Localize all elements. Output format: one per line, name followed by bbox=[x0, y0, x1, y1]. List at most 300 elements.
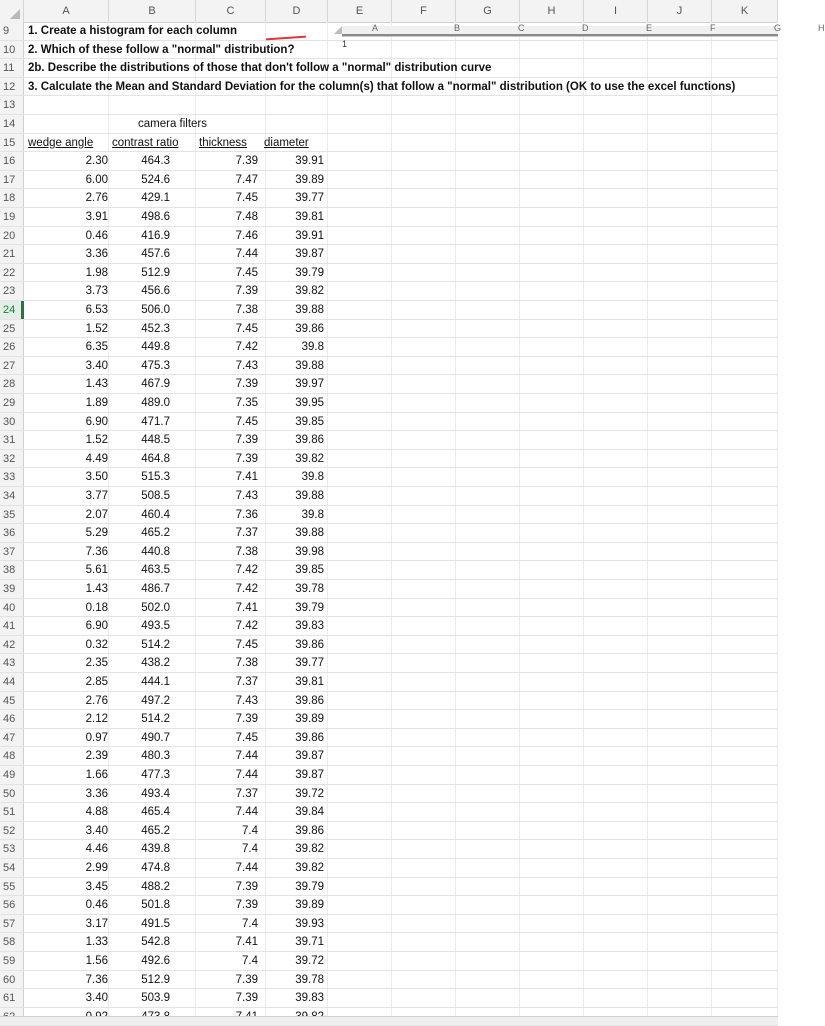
column-header-10[interactable]: J bbox=[648, 0, 712, 22]
data-cell[interactable]: 471.7 bbox=[141, 415, 170, 428]
row-number[interactable]: 56 bbox=[0, 896, 24, 914]
data-cell[interactable]: 493.5 bbox=[141, 620, 170, 633]
data-cell[interactable]: 7.35 bbox=[235, 397, 258, 409]
row-number[interactable]: 19 bbox=[0, 208, 24, 226]
data-cell[interactable]: 39.86 bbox=[295, 638, 324, 651]
column-header-3[interactable]: C bbox=[196, 0, 266, 22]
data-cell[interactable]: 7.42 bbox=[235, 620, 258, 633]
column-label-cell[interactable]: thickness bbox=[199, 136, 247, 149]
column-header-4[interactable]: D bbox=[266, 0, 328, 22]
row-number[interactable]: 37 bbox=[0, 543, 24, 561]
data-cell[interactable]: 542.8 bbox=[141, 936, 170, 949]
sheet-row[interactable] bbox=[0, 859, 778, 878]
data-cell[interactable]: 7.45 bbox=[235, 638, 258, 651]
data-cell[interactable]: 39.79 bbox=[295, 601, 324, 614]
sheet-row[interactable] bbox=[0, 450, 778, 469]
row-number[interactable]: 57 bbox=[0, 915, 24, 933]
sheet-row[interactable] bbox=[0, 729, 778, 748]
row-number[interactable]: 50 bbox=[0, 785, 24, 803]
data-cell[interactable]: 39.72 bbox=[295, 787, 324, 800]
data-cell[interactable]: 7.39 bbox=[235, 155, 258, 168]
data-cell[interactable]: 1.43 bbox=[85, 583, 108, 595]
row-number[interactable]: 55 bbox=[0, 878, 24, 896]
sheet-row[interactable] bbox=[0, 134, 778, 153]
column-label-cell[interactable]: contrast ratio bbox=[112, 136, 179, 149]
data-cell[interactable]: 2.99 bbox=[85, 862, 108, 874]
data-cell[interactable]: 39.86 bbox=[295, 694, 324, 707]
data-cell[interactable]: 1.52 bbox=[85, 322, 108, 335]
data-cell[interactable]: 39.79 bbox=[295, 880, 324, 893]
data-cell[interactable]: 39.83 bbox=[295, 620, 324, 633]
data-cell[interactable]: 39.81 bbox=[295, 676, 324, 688]
sheet-row[interactable] bbox=[0, 413, 778, 432]
row-number[interactable]: 61 bbox=[0, 989, 24, 1007]
data-cell[interactable]: 39.86 bbox=[295, 434, 324, 447]
data-cell[interactable]: 3.17 bbox=[85, 917, 108, 930]
row-number[interactable]: 10 bbox=[0, 41, 24, 59]
data-cell[interactable]: 493.4 bbox=[141, 787, 170, 800]
data-cell[interactable]: 4.49 bbox=[85, 452, 108, 465]
column-header-1[interactable]: A bbox=[24, 0, 109, 22]
data-cell[interactable]: 39.89 bbox=[295, 173, 324, 186]
data-cell[interactable]: 5.61 bbox=[85, 564, 108, 577]
row-number[interactable]: 38 bbox=[0, 561, 24, 579]
data-cell[interactable]: 7.46 bbox=[235, 229, 258, 242]
data-cell[interactable]: 1.89 bbox=[85, 397, 108, 409]
row-number[interactable]: 12 bbox=[0, 78, 24, 96]
row-number[interactable]: 47 bbox=[0, 729, 24, 747]
data-cell[interactable]: 7.44 bbox=[235, 806, 258, 819]
row-number[interactable]: 16 bbox=[0, 152, 24, 170]
sheet-row[interactable] bbox=[0, 692, 778, 711]
data-cell[interactable]: 2.39 bbox=[85, 750, 108, 763]
sheet-row[interactable] bbox=[0, 915, 778, 934]
column-header-8[interactable]: H bbox=[520, 0, 584, 22]
data-cell[interactable]: 1.56 bbox=[85, 955, 108, 967]
data-cell[interactable]: 497.2 bbox=[141, 694, 170, 707]
data-cell[interactable]: 515.3 bbox=[141, 471, 170, 484]
data-cell[interactable]: 39.86 bbox=[295, 731, 324, 744]
data-cell[interactable]: 0.46 bbox=[85, 899, 108, 912]
data-cell[interactable]: 4.46 bbox=[85, 843, 108, 856]
data-cell[interactable]: 474.8 bbox=[141, 862, 170, 874]
row-number[interactable]: 30 bbox=[0, 413, 24, 431]
data-cell[interactable]: 7.4 bbox=[242, 843, 258, 856]
data-cell[interactable]: 3.77 bbox=[85, 490, 108, 502]
data-cell[interactable]: 524.6 bbox=[141, 173, 170, 186]
data-cell[interactable]: 7.47 bbox=[235, 173, 258, 186]
instruction-cell[interactable]: 2. Which of these follow a "normal" distribution? bbox=[28, 43, 295, 56]
row-number[interactable]: 28 bbox=[0, 375, 24, 393]
row-number[interactable]: 45 bbox=[0, 692, 24, 710]
row-number[interactable]: 53 bbox=[0, 840, 24, 858]
data-cell[interactable]: 39.91 bbox=[295, 229, 324, 242]
data-cell[interactable]: 39.83 bbox=[295, 992, 324, 1005]
data-cell[interactable]: 39.98 bbox=[295, 545, 324, 558]
data-cell[interactable]: 3.36 bbox=[85, 787, 108, 800]
row-number[interactable]: 27 bbox=[0, 357, 24, 375]
data-cell[interactable]: 465.4 bbox=[141, 806, 170, 819]
sheet-row[interactable] bbox=[0, 189, 778, 208]
row-number[interactable]: 42 bbox=[0, 636, 24, 654]
sheet-row[interactable] bbox=[0, 543, 778, 562]
row-number[interactable]: 24 bbox=[0, 301, 24, 319]
column-label-cell[interactable]: diameter bbox=[264, 136, 309, 149]
data-cell[interactable]: 2.76 bbox=[85, 192, 108, 205]
data-cell[interactable]: 1.98 bbox=[85, 266, 108, 279]
data-cell[interactable]: 7.45 bbox=[235, 266, 258, 279]
column-label-cell[interactable]: wedge angle bbox=[28, 136, 94, 149]
data-cell[interactable]: 39.84 bbox=[295, 806, 324, 819]
data-cell[interactable]: 7.39 bbox=[235, 378, 258, 391]
data-cell[interactable]: 465.2 bbox=[141, 527, 170, 540]
data-cell[interactable]: 502.0 bbox=[141, 601, 170, 614]
sheet-row[interactable] bbox=[0, 301, 778, 320]
data-cell[interactable]: 7.43 bbox=[235, 359, 258, 372]
data-cell[interactable]: 7.41 bbox=[235, 471, 258, 484]
sheet-row[interactable] bbox=[0, 785, 778, 804]
data-cell[interactable]: 477.3 bbox=[141, 769, 170, 781]
row-number[interactable]: 18 bbox=[0, 189, 24, 207]
row-number[interactable]: 20 bbox=[0, 227, 24, 245]
instruction-cell[interactable]: 3. Calculate the Mean and Standard Deviation for the column(s) that follow a "normal" distribution (OK to use the excel functions) bbox=[28, 80, 736, 93]
sheet-row[interactable] bbox=[0, 208, 778, 227]
data-cell[interactable]: 3.45 bbox=[85, 880, 108, 893]
data-cell[interactable]: 7.39 bbox=[235, 899, 258, 912]
data-cell[interactable]: 463.5 bbox=[141, 564, 170, 577]
sheet-row[interactable] bbox=[0, 487, 778, 506]
data-cell[interactable]: 7.4 bbox=[242, 824, 258, 837]
sheet-row[interactable] bbox=[0, 673, 778, 692]
data-cell[interactable]: 3.40 bbox=[85, 992, 108, 1005]
sheet-row[interactable] bbox=[0, 394, 778, 413]
column-header-7[interactable]: G bbox=[456, 0, 520, 22]
group-label-cell[interactable]: camera filters bbox=[138, 118, 208, 130]
data-cell[interactable]: 7.44 bbox=[235, 248, 258, 261]
data-cell[interactable]: 39.82 bbox=[295, 843, 324, 856]
sheet-row[interactable] bbox=[0, 617, 778, 636]
row-number[interactable]: 58 bbox=[0, 933, 24, 951]
row-number[interactable]: 54 bbox=[0, 859, 24, 877]
sheet-row[interactable] bbox=[0, 506, 778, 525]
data-cell[interactable]: 39.72 bbox=[295, 955, 324, 967]
data-cell[interactable]: 480.3 bbox=[141, 750, 170, 763]
data-cell[interactable]: 7.45 bbox=[235, 415, 258, 428]
data-cell[interactable]: 2.12 bbox=[85, 713, 108, 726]
data-cell[interactable]: 3.50 bbox=[85, 471, 108, 484]
row-number[interactable]: 60 bbox=[0, 971, 24, 989]
data-cell[interactable]: 7.36 bbox=[85, 973, 108, 986]
data-cell[interactable]: 501.8 bbox=[141, 899, 170, 912]
data-cell[interactable]: 2.35 bbox=[85, 657, 108, 670]
row-number[interactable]: 51 bbox=[0, 803, 24, 821]
data-cell[interactable]: 39.8 bbox=[301, 471, 324, 484]
data-cell[interactable]: 7.39 bbox=[235, 285, 258, 298]
data-cell[interactable]: 7.41 bbox=[235, 936, 258, 949]
data-cell[interactable]: 2.85 bbox=[85, 676, 108, 688]
column-header-6[interactable]: F bbox=[392, 0, 456, 22]
sheet-row[interactable] bbox=[0, 375, 778, 394]
row-number[interactable]: 46 bbox=[0, 710, 24, 728]
data-cell[interactable]: 2.07 bbox=[85, 508, 108, 521]
sheet-row[interactable] bbox=[0, 710, 778, 729]
data-cell[interactable]: 7.41 bbox=[235, 601, 258, 614]
data-cell[interactable]: 460.4 bbox=[141, 508, 170, 521]
sheet-row[interactable] bbox=[0, 599, 778, 618]
sheet-row[interactable] bbox=[0, 989, 778, 1008]
sheet-row[interactable] bbox=[0, 357, 778, 376]
row-number[interactable]: 43 bbox=[0, 654, 24, 672]
row-number[interactable]: 25 bbox=[0, 320, 24, 338]
data-cell[interactable]: 6.00 bbox=[85, 173, 108, 186]
data-cell[interactable]: 488.2 bbox=[141, 880, 170, 893]
data-cell[interactable]: 7.36 bbox=[85, 545, 108, 558]
sheet-row[interactable] bbox=[0, 338, 778, 357]
horizontal-scrollbar[interactable] bbox=[0, 1016, 778, 1025]
data-cell[interactable]: 3.91 bbox=[85, 211, 108, 223]
sheet-row[interactable] bbox=[0, 78, 778, 97]
data-cell[interactable]: 39.82 bbox=[295, 285, 324, 298]
data-cell[interactable]: 39.87 bbox=[295, 769, 324, 781]
data-cell[interactable]: 7.36 bbox=[235, 508, 258, 521]
data-cell[interactable]: 7.42 bbox=[235, 583, 258, 595]
data-cell[interactable]: 416.9 bbox=[141, 229, 170, 242]
sheet-row[interactable] bbox=[0, 636, 778, 655]
data-cell[interactable]: 6.90 bbox=[85, 620, 108, 633]
data-cell[interactable]: 7.37 bbox=[235, 787, 258, 800]
column-header-9[interactable]: I bbox=[584, 0, 648, 22]
sheet-row[interactable] bbox=[0, 245, 778, 264]
row-number[interactable]: 17 bbox=[0, 171, 24, 189]
data-cell[interactable]: 7.38 bbox=[235, 657, 258, 670]
data-cell[interactable]: 39.88 bbox=[295, 527, 324, 540]
data-cell[interactable]: 465.2 bbox=[141, 824, 170, 837]
data-cell[interactable]: 39.93 bbox=[295, 917, 324, 930]
data-cell[interactable]: 7.39 bbox=[235, 992, 258, 1005]
data-cell[interactable]: 7.39 bbox=[235, 880, 258, 893]
data-cell[interactable]: 508.5 bbox=[141, 490, 170, 502]
row-number[interactable]: 49 bbox=[0, 766, 24, 784]
row-number[interactable]: 34 bbox=[0, 487, 24, 505]
data-cell[interactable]: 514.2 bbox=[141, 713, 170, 726]
sheet-row[interactable] bbox=[0, 431, 778, 450]
row-number[interactable]: 13 bbox=[0, 96, 24, 114]
row-number[interactable]: 44 bbox=[0, 673, 24, 691]
data-cell[interactable]: 3.40 bbox=[85, 824, 108, 837]
column-header-5[interactable]: E bbox=[328, 0, 392, 22]
data-cell[interactable]: 7.42 bbox=[235, 341, 258, 354]
data-cell[interactable]: 439.8 bbox=[141, 843, 170, 856]
row-number[interactable]: 59 bbox=[0, 952, 24, 970]
row-number[interactable]: 35 bbox=[0, 506, 24, 524]
data-cell[interactable]: 506.0 bbox=[141, 304, 170, 316]
data-cell[interactable]: 429.1 bbox=[141, 192, 170, 205]
data-cell[interactable]: 7.45 bbox=[235, 731, 258, 744]
data-cell[interactable]: 1.33 bbox=[85, 936, 108, 949]
sheet-row[interactable] bbox=[0, 227, 778, 246]
data-cell[interactable]: 4.88 bbox=[85, 806, 108, 819]
data-cell[interactable]: 491.5 bbox=[141, 917, 170, 930]
data-cell[interactable]: 39.88 bbox=[295, 359, 324, 372]
sheet-row[interactable] bbox=[0, 115, 778, 134]
row-number[interactable]: 15 bbox=[0, 134, 24, 152]
data-cell[interactable]: 456.6 bbox=[141, 285, 170, 298]
data-cell[interactable]: 7.44 bbox=[235, 750, 258, 763]
data-cell[interactable]: 7.4 bbox=[242, 917, 258, 930]
row-number[interactable]: 9 bbox=[0, 22, 24, 40]
column-header-11[interactable]: K bbox=[712, 0, 778, 22]
instruction-cell[interactable]: 2b. Describe the distributions of those that don't follow a "normal" distribution curve bbox=[28, 62, 492, 75]
data-cell[interactable]: 39.79 bbox=[295, 266, 324, 279]
data-cell[interactable]: 39.8 bbox=[301, 508, 324, 521]
data-cell[interactable]: 39.87 bbox=[295, 248, 324, 261]
data-cell[interactable]: 7.43 bbox=[235, 694, 258, 707]
data-cell[interactable]: 39.89 bbox=[295, 713, 324, 726]
row-number[interactable]: 32 bbox=[0, 450, 24, 468]
data-cell[interactable]: 7.42 bbox=[235, 564, 258, 577]
column-header-2[interactable]: B bbox=[109, 0, 196, 22]
data-cell[interactable]: 39.81 bbox=[295, 211, 324, 223]
data-cell[interactable]: 39.97 bbox=[295, 378, 324, 391]
sheet-row[interactable] bbox=[0, 822, 778, 841]
data-cell[interactable]: 39.87 bbox=[295, 750, 324, 763]
data-cell[interactable]: 39.82 bbox=[295, 452, 324, 465]
row-number[interactable]: 14 bbox=[0, 115, 24, 133]
data-cell[interactable]: 449.8 bbox=[141, 341, 170, 354]
data-cell[interactable]: 7.44 bbox=[235, 769, 258, 781]
row-number[interactable]: 39 bbox=[0, 580, 24, 598]
row-number[interactable]: 52 bbox=[0, 822, 24, 840]
data-cell[interactable]: 1.66 bbox=[85, 769, 108, 781]
data-cell[interactable]: 486.7 bbox=[141, 583, 170, 595]
sheet-row[interactable] bbox=[0, 152, 778, 171]
data-cell[interactable]: 7.45 bbox=[235, 192, 258, 205]
data-cell[interactable]: 39.86 bbox=[295, 322, 324, 335]
data-cell[interactable]: 39.85 bbox=[295, 564, 324, 577]
data-cell[interactable]: 6.90 bbox=[85, 415, 108, 428]
data-cell[interactable]: 39.71 bbox=[295, 936, 324, 949]
sheet-row[interactable] bbox=[0, 264, 778, 283]
data-cell[interactable]: 490.7 bbox=[141, 731, 170, 744]
row-number[interactable]: 40 bbox=[0, 599, 24, 617]
data-cell[interactable]: 39.89 bbox=[295, 899, 324, 912]
row-number[interactable]: 23 bbox=[0, 282, 24, 300]
row-number[interactable]: 22 bbox=[0, 264, 24, 282]
sheet-row[interactable] bbox=[0, 896, 778, 915]
data-cell[interactable]: 7.37 bbox=[235, 676, 258, 688]
row-number[interactable]: 36 bbox=[0, 524, 24, 542]
data-cell[interactable]: 514.2 bbox=[141, 638, 170, 651]
data-cell[interactable]: 1.43 bbox=[85, 378, 108, 391]
data-cell[interactable]: 444.1 bbox=[141, 676, 170, 688]
data-cell[interactable]: 448.5 bbox=[141, 434, 170, 447]
data-cell[interactable]: 0.46 bbox=[85, 229, 108, 242]
data-cell[interactable]: 467.9 bbox=[141, 378, 170, 391]
sheet-row[interactable] bbox=[0, 952, 778, 971]
data-cell[interactable]: 475.3 bbox=[141, 359, 170, 372]
instruction-cell[interactable]: 1. Create a histogram for each column bbox=[28, 25, 237, 37]
row-number[interactable]: 29 bbox=[0, 394, 24, 412]
data-cell[interactable]: 3.36 bbox=[85, 248, 108, 261]
sheet-row[interactable] bbox=[0, 561, 778, 580]
sheet-row[interactable] bbox=[0, 580, 778, 599]
sheet-row[interactable] bbox=[0, 971, 778, 990]
data-cell[interactable]: 512.9 bbox=[141, 973, 170, 986]
data-cell[interactable]: 7.48 bbox=[235, 211, 258, 223]
data-cell[interactable]: 7.37 bbox=[235, 527, 258, 540]
data-cell[interactable]: 39.86 bbox=[295, 824, 324, 837]
data-cell[interactable]: 512.9 bbox=[141, 266, 170, 279]
data-cell[interactable]: 2.30 bbox=[85, 155, 108, 168]
data-cell[interactable]: 7.39 bbox=[235, 452, 258, 465]
data-cell[interactable]: 0.32 bbox=[85, 638, 108, 651]
sheet-row[interactable] bbox=[0, 171, 778, 190]
data-cell[interactable]: 39.88 bbox=[295, 490, 324, 502]
data-cell[interactable]: 3.40 bbox=[85, 359, 108, 372]
data-cell[interactable]: 503.9 bbox=[141, 992, 170, 1005]
data-cell[interactable]: 7.39 bbox=[235, 713, 258, 726]
sheet-row[interactable] bbox=[0, 803, 778, 822]
data-cell[interactable]: 2.76 bbox=[85, 694, 108, 707]
data-cell[interactable]: 7.43 bbox=[235, 490, 258, 502]
data-cell[interactable]: 440.8 bbox=[141, 545, 170, 558]
data-cell[interactable]: 438.2 bbox=[141, 657, 170, 670]
sheet-row[interactable] bbox=[0, 282, 778, 301]
sheet-row[interactable] bbox=[0, 468, 778, 487]
data-cell[interactable]: 7.39 bbox=[235, 434, 258, 447]
data-cell[interactable]: 39.95 bbox=[295, 397, 324, 409]
data-cell[interactable]: 39.77 bbox=[295, 657, 324, 670]
row-number[interactable]: 48 bbox=[0, 747, 24, 765]
data-cell[interactable]: 39.88 bbox=[295, 304, 324, 316]
data-cell[interactable]: 457.6 bbox=[141, 248, 170, 261]
row-number[interactable]: 26 bbox=[0, 338, 24, 356]
data-cell[interactable]: 7.4 bbox=[242, 955, 258, 967]
sheet-row[interactable] bbox=[0, 59, 778, 78]
data-cell[interactable]: 39.85 bbox=[295, 415, 324, 428]
data-cell[interactable]: 6.35 bbox=[85, 341, 108, 354]
data-cell[interactable]: 7.38 bbox=[235, 545, 258, 558]
sheet-row[interactable] bbox=[0, 96, 778, 115]
sheet-row[interactable] bbox=[0, 524, 778, 543]
data-cell[interactable]: 39.82 bbox=[295, 862, 324, 874]
data-cell[interactable]: 39.77 bbox=[295, 192, 324, 205]
data-cell[interactable]: 489.0 bbox=[141, 397, 170, 409]
data-cell[interactable]: 464.3 bbox=[141, 155, 170, 168]
data-cell[interactable]: 452.3 bbox=[141, 322, 170, 335]
data-cell[interactable]: 3.73 bbox=[85, 285, 108, 298]
select-all-corner[interactable] bbox=[0, 0, 24, 22]
data-cell[interactable]: 0.18 bbox=[85, 601, 108, 614]
data-cell[interactable]: 6.53 bbox=[85, 304, 108, 316]
sheet-row[interactable] bbox=[0, 320, 778, 339]
data-cell[interactable]: 7.44 bbox=[235, 862, 258, 874]
row-number[interactable]: 31 bbox=[0, 431, 24, 449]
data-cell[interactable]: 7.38 bbox=[235, 304, 258, 316]
data-cell[interactable]: 39.91 bbox=[295, 155, 324, 168]
sheet-row[interactable] bbox=[0, 766, 778, 785]
sheet-row[interactable] bbox=[0, 878, 778, 897]
row-number[interactable]: 41 bbox=[0, 617, 24, 635]
data-cell[interactable]: 498.6 bbox=[141, 211, 170, 223]
data-cell[interactable]: 7.39 bbox=[235, 973, 258, 986]
row-number[interactable]: 11 bbox=[0, 59, 24, 77]
data-cell[interactable]: 39.8 bbox=[301, 341, 324, 354]
data-cell[interactable]: 1.52 bbox=[85, 434, 108, 447]
data-cell[interactable]: 464.8 bbox=[141, 452, 170, 465]
data-cell[interactable]: 39.78 bbox=[295, 583, 324, 595]
sheet-row[interactable] bbox=[0, 840, 778, 859]
